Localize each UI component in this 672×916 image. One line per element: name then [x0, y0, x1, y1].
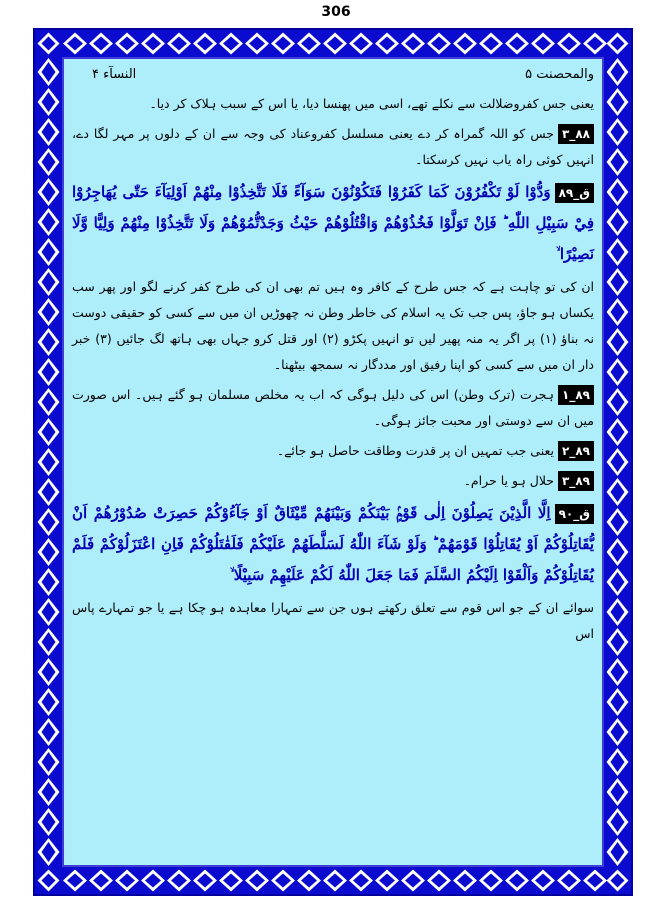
note-89-2: ۲_۸۹یعنی جب تمہیں ان پر قدرت وطاقت حاصل ہو جائے۔ [72, 438, 594, 464]
header-juz-title: والمحصنت ۵ [525, 67, 594, 82]
running-header [72, 67, 594, 85]
translation-89: ان کی تو چاہت ہے کہ جس طرح کے کافر وہ ہیں تم بھی ان کی طرح کفر کرنے لگو اور پھر سب یکساں ہو جاؤ، پس جب تک یہ اسلام کی خاطر وطن نہ چھوڑیں ان میں سے کسی کو حقیقی دوست نہ بناؤ (۱) پر اگر یہ منہ پھیر لیں تو انہیں پکڑو (۲) اور قتل کرو جہاں بھی ہاتھ لگ جائیں (۳) خبر دار ان میں سے کسی کو اپنا رفیق اور مددگار نہ سمجھ بیٹھنا۔ [72, 279, 594, 372]
verse-90: ق_۹۰اِلَّا الَّذِيْنَ يَصِلُوْنَ اِلٰى قَوْمٍۢ بَيْنَكُمْ وَبَيْنَهُمْ مِّيْثَاقٌ اَوْ جَآءُوْكُمْ حَصِرَتْ صُدُوْرُهُمْ اَنْ يُّقَاتِلُوْكُمْ اَوْ يُقَاتِلُوْا قَوْمَهُمْ ؕ وَلَوْ شَآءَ اللّٰهُ لَسَلَّطَهُمْ عَلَيْكُمْ فَلَقٰتَلُوْكُمْ فَاِنِ اعْتَزَلُوْكُمْ فَلَمْ يُقَاتِلُوْكُمْ وَاَلْقَوْا اِلَيْكُمُ السَّلَمَ فَمَا جَعَلَ اللّٰهُ لَكُمْ عَلَيْهِمْ سَبِيْلًا ۙ [72, 504, 594, 584]
note-number-badge: ۱_۸۹ [558, 385, 594, 405]
note-number-badge: ۳_۸۹ [558, 471, 594, 491]
paragraph-1: یعنی جس کفروضلالت سے نکلے تھے، اسی میں پھنسا دیا، یا اس کے سبب ہلاک کر دیا۔ [149, 96, 594, 111]
verse-number-badge: ق_۹۰ [555, 504, 594, 524]
text-panel [62, 57, 604, 867]
note-number-badge: ۳_۸۸ [558, 124, 594, 144]
note-89-3: ۳_۸۹حلال ہو یا حرام۔ [72, 468, 594, 494]
page-content [72, 91, 594, 857]
note-number-badge: ۲_۸۹ [558, 441, 594, 461]
decorative-frame [33, 28, 633, 896]
note-89-1: ۱_۸۹ہجرت (ترک وطن) اس کی دلیل ہوگی کہ اب یہ مخلص مسلمان ہو گئے ہیں۔ اس صورت میں ان سے دوستی اور محبت جائز ہوگی۔ [72, 387, 594, 428]
paragraph-2: ۳_۸۸جس کو اللہ گمراہ کر دے یعنی مسلسل کفروعناد کی وجہ سے ان کے دلوں پر مہر لگا دے، انہیں کوئی راہ یاب نہیں کرسکتا۔ [72, 126, 594, 167]
verse-number-badge: ق_۸۹ [555, 183, 594, 203]
page-number: 306 [321, 4, 351, 20]
header-surah-title: النسآء ۴ [92, 67, 137, 82]
verse-89: ق_۸۹وَدُّوْا لَوْ تَكْفُرُوْنَ كَمَا كَفَرُوْا فَتَكُوْنُوْنَ سَوَآءً فَلَا تَتَّخِذُوْا مِنْهُمْ اَوْلِيَآءَ حَتّٰى يُهَاجِرُوْا فِيْ سَبِيْلِ اللّٰهِ ؕ فَاِنْ تَوَلَّوْا فَخُذُوْهُمْ وَاقْتُلُوْهُمْ حَيْثُ وَجَدْتُّمُوْهُمْ وَلَا تَتَّخِذُوْا مِنْهُمْ وَلِيًّا وَّلَا نَصِيْرًا ۙ [72, 183, 594, 263]
translation-90: سوائے ان کے جو اس قوم سے تعلق رکھتے ہوں جن سے تمہارا معاہدہ ہو چکا ہے یا جو تمہارے پاس اس [72, 600, 594, 641]
